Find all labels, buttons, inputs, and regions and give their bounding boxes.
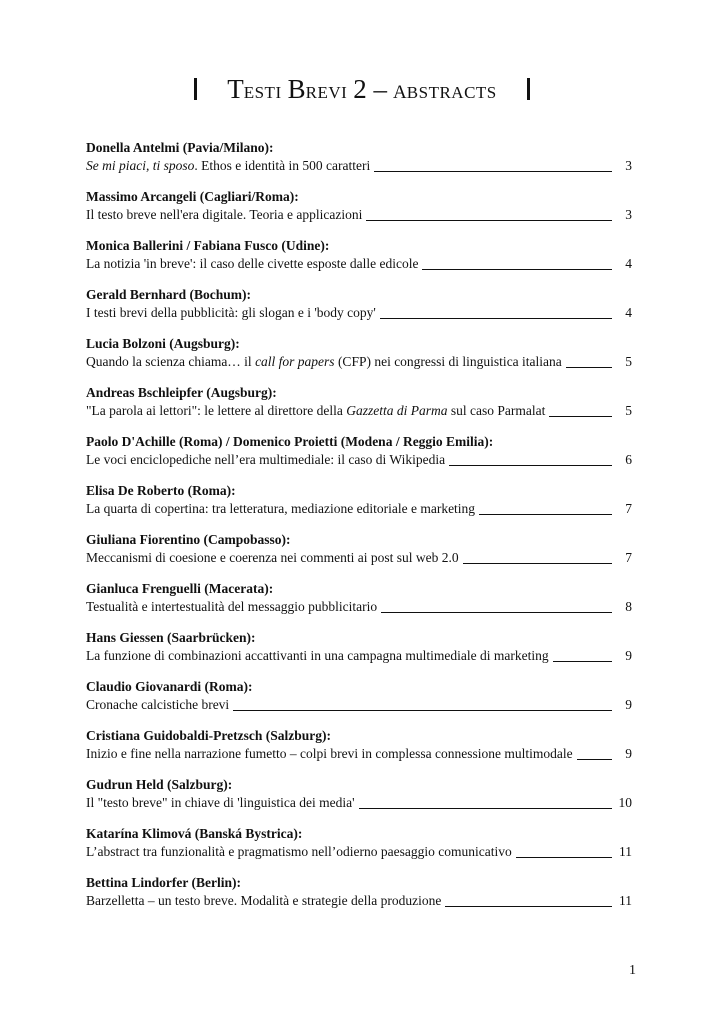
toc-entry-page: 4 (625, 256, 632, 271)
toc-entry-line (86, 696, 632, 714)
toc-entry-title (86, 843, 512, 861)
toc-entry-leader (566, 354, 612, 368)
toc-entry-title-pre: Il "testo breve" in chiave di 'linguistica dei media' (86, 795, 355, 810)
toc-entry-leader (233, 697, 612, 711)
toc-entry-title (86, 304, 376, 322)
toc-entry-title (86, 353, 562, 371)
toc-entry-page: 9 (625, 648, 632, 663)
toc-entry-page: 7 (625, 501, 632, 516)
toc-entry-title-pre: "La parola ai lettori": le lettere al direttore della (86, 403, 347, 418)
toc-entry-line (86, 157, 632, 175)
toc-entry-page: 9 (625, 746, 632, 761)
toc-entry-line (86, 206, 632, 224)
toc-entry-line (86, 353, 632, 371)
toc-entry-leader (366, 207, 612, 221)
toc-entry (86, 482, 632, 531)
toc-entry (86, 531, 632, 580)
toc-entry-title-pre: La notizia 'in breve': il caso delle civette esposte dalle edicole (86, 256, 419, 271)
toc-entry-title-pre: L’abstract tra funzionalità e pragmatismo nell’odierno paesaggio comunicativo (86, 844, 512, 859)
toc-entry-leader (479, 501, 612, 515)
toc-entry-author: Monica Ballerini / Fabiana Fusco (Udine): (86, 238, 330, 253)
title-bar-left (194, 78, 197, 100)
toc-entry-title (86, 892, 441, 910)
toc-entry-leader (553, 648, 612, 662)
title-brevi-rest: REVI (305, 83, 348, 102)
toc-entry (86, 335, 632, 384)
toc-entry-author: Andreas Bschleipfer (Augsburg): (86, 385, 277, 400)
toc-entry-line (86, 402, 632, 420)
toc-entry-title (86, 745, 573, 763)
toc-entry-title-pre: Quando la scienza chiama… il (86, 354, 256, 369)
toc-entry-title (86, 255, 418, 273)
toc-entry-title-pre: La funzione di combinazioni accattivanti in una campagna multimediale di marketing (86, 648, 549, 663)
document-title (0, 72, 724, 110)
toc-entry-page: 5 (625, 403, 632, 418)
toc-entry-author: Paolo D'Achille (Roma) / Domenico Proietti (Modena / Reggio Emilia): (86, 434, 494, 449)
toc-entry (86, 286, 632, 335)
toc-entry-title-pre: I testi brevi della pubblicità: gli slogan e i 'body copy' (86, 305, 376, 320)
toc-entry (86, 776, 632, 825)
toc-entry-leader (359, 795, 612, 809)
toc-entry-author: Lucia Bolzoni (Augsburg): (86, 336, 240, 351)
toc-entry-author: Donella Antelmi (Pavia/Milano): (86, 140, 274, 155)
toc-entry-title-post: (CFP) nei congressi di linguistica italiana (334, 354, 562, 369)
table-of-contents (86, 139, 632, 923)
toc-entry-title (86, 549, 459, 567)
toc-entry-line (86, 647, 632, 665)
toc-entry-title (86, 206, 362, 224)
toc-entry-author: Bettina Lindorfer (Berlin): (86, 875, 241, 890)
toc-entry (86, 727, 632, 776)
toc-entry-title-em: call for papers (255, 354, 335, 369)
toc-entry-author: Katarína Klimová (Banská Bystrica): (86, 826, 303, 841)
toc-entry-author: Cristiana Guidobaldi-Pretzsch (Salzburg): (86, 728, 332, 743)
toc-entry-author: Gianluca Frenguelli (Macerata): (86, 581, 274, 596)
title-letter-t: T (227, 74, 244, 104)
toc-entry-line (86, 745, 632, 763)
toc-entry-page: 11 (619, 893, 632, 908)
toc-entry (86, 580, 632, 629)
toc-entry-title-pre: Il testo breve nell'era digitale. Teoria e applicazioni (86, 207, 363, 222)
toc-entry-title-pre: Le voci enciclopediche nell’era multimediale: il caso di Wikipedia (86, 452, 446, 467)
toc-entry-title (86, 402, 545, 420)
toc-entry-title-pre: Inizio e fine nella narrazione fumetto – colpi brevi in complessa connessione multimodale (86, 746, 573, 761)
toc-entry-leader (577, 746, 612, 760)
toc-entry (86, 433, 632, 482)
toc-entry-title (86, 500, 475, 518)
toc-entry-leader (549, 403, 612, 417)
toc-entry-page: 4 (625, 305, 632, 320)
toc-entry (86, 629, 632, 678)
toc-entry-page: 3 (625, 158, 632, 173)
toc-entry-title (86, 451, 445, 469)
toc-entry-title-pre: Testualità e intertestualità del messaggio pubblicitario (86, 599, 378, 614)
toc-entry-leader (445, 893, 612, 907)
toc-entry-title (86, 696, 229, 714)
toc-entry-author: Gerald Bernhard (Bochum): (86, 287, 251, 302)
toc-entry-page: 6 (625, 452, 632, 467)
toc-entry-title-pre: Meccanismi di coesione e coerenza nei commenti ai post sul web 2.0 (86, 550, 459, 565)
title-abstracts-rest: BSTRACTS (406, 83, 497, 102)
toc-entry-title-em: Gazzetta di Parma (346, 403, 448, 418)
toc-entry-title (86, 647, 549, 665)
toc-entry-title-post: sul caso Parmalat (447, 403, 546, 418)
toc-entry-page: 8 (625, 599, 632, 614)
toc-entry-title-post: . Ethos e identità in 500 caratteri (194, 158, 371, 173)
toc-entry-page: 7 (625, 550, 632, 565)
title-number-dash: 2 – (353, 74, 388, 104)
toc-entry-leader (380, 305, 612, 319)
toc-entry-leader (381, 599, 612, 613)
toc-entry-title (86, 598, 377, 616)
toc-entry-leader (449, 452, 612, 466)
toc-entry-line (86, 892, 632, 910)
page-number: 1 (629, 963, 636, 978)
toc-entry (86, 874, 632, 923)
toc-entry (86, 678, 632, 727)
toc-entry-page: 10 (618, 795, 632, 810)
toc-entry-title-pre: Barzelletta – un testo breve. Modalità e strategie della produzione (86, 893, 442, 908)
toc-entry-title (86, 794, 355, 812)
toc-entry-line (86, 549, 632, 567)
toc-entry-title (86, 157, 370, 175)
toc-entry-leader (463, 550, 612, 564)
toc-entry-line (86, 843, 632, 861)
toc-entry-author: Elisa De Roberto (Roma): (86, 483, 236, 498)
toc-entry (86, 384, 632, 433)
toc-entry-title-pre: La quarta di copertina: tra letteratura, mediazione editoriale e marketing (86, 501, 476, 516)
toc-entry-line (86, 304, 632, 322)
toc-entry-line (86, 794, 632, 812)
title-letter-a: A (393, 82, 407, 103)
toc-entry-author: Hans Giessen (Saarbrücken): (86, 630, 256, 645)
toc-entry (86, 237, 632, 286)
toc-entry-line (86, 451, 632, 469)
title-letter-b: B (287, 74, 306, 104)
toc-entry-line (86, 500, 632, 518)
toc-entry-leader (516, 844, 612, 858)
title-bar-right (527, 78, 530, 100)
toc-entry-leader (422, 256, 612, 270)
toc-entry-line (86, 598, 632, 616)
toc-entry-author: Giuliana Fiorentino (Campobasso): (86, 532, 291, 547)
toc-entry-author: Claudio Giovanardi (Roma): (86, 679, 253, 694)
toc-entry-page: 3 (625, 207, 632, 222)
title-testi-rest: ESTI (243, 83, 282, 102)
toc-entry-title-pre: Cronache calcistiche brevi (86, 697, 230, 712)
toc-entry-page: 11 (619, 844, 632, 859)
toc-entry (86, 188, 632, 237)
toc-entry-page: 9 (625, 697, 632, 712)
toc-entry-author: Massimo Arcangeli (Cagliari/Roma): (86, 189, 299, 204)
toc-entry-title-em: Se mi piaci, ti sposo (86, 158, 195, 173)
toc-entry (86, 139, 632, 188)
toc-entry-author: Gudrun Held (Salzburg): (86, 777, 233, 792)
toc-entry-line (86, 255, 632, 273)
toc-entry (86, 825, 632, 874)
toc-entry-leader (374, 158, 612, 172)
toc-entry-page: 5 (625, 354, 632, 369)
